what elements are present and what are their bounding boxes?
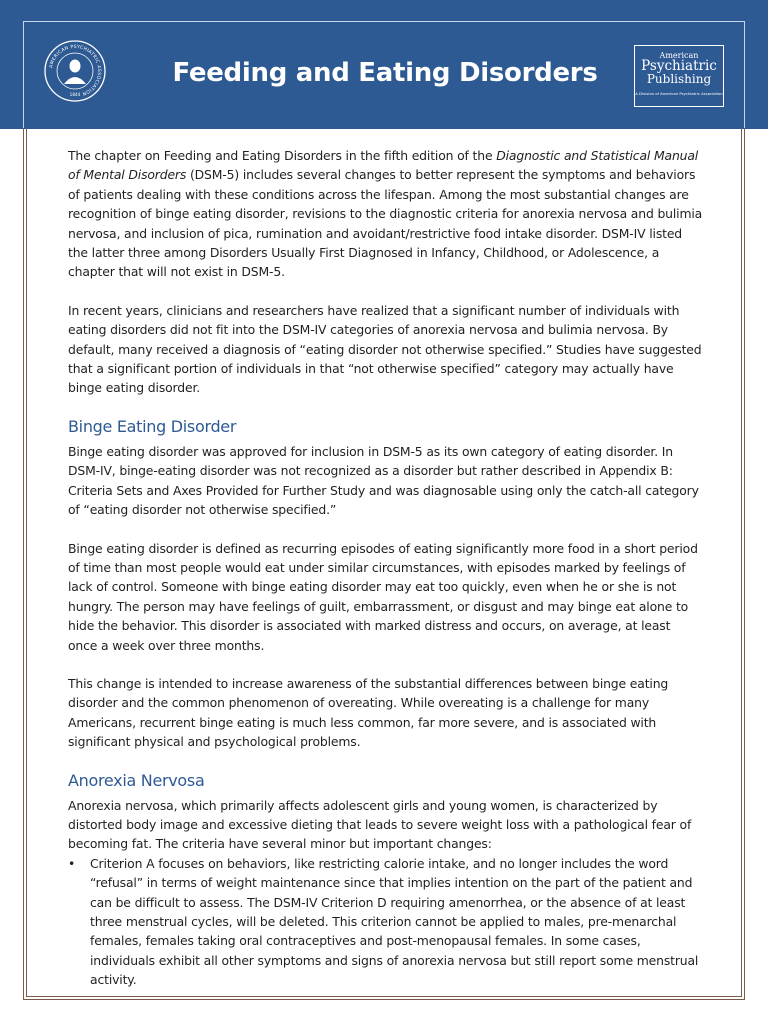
binge-eating-heading: Binge Eating Disorder — [68, 416, 237, 436]
anorexia-criteria-list — [68, 854, 703, 990]
binge-paragraph-2: Binge eating disorder is defined as recurring episodes of eating significantly more food in a short period of time than most people would eat under similar circumstances, with episodes marked by feelings of lack of control. Someone with binge eating disorder may eat too quickly, even when he or she is not hungry. The person may have feelings of guilt, embarrassment, or disgust and may binge eat alone to hide the behavior. This disorder is associated with marked distress and occurs, on average, at least once a week over three months. — [68, 540, 698, 653]
intro-paragraph-1 — [68, 146, 703, 282]
list-item — [68, 854, 703, 990]
article-content — [68, 146, 703, 990]
bullet-icon: • — [68, 855, 76, 871]
seal-year: 1844 — [69, 92, 81, 97]
binge-paragraph-1: Binge eating disorder was approved for inclusion in DSM-5 as its own category of eating disorder. In DSM-IV, binge-eating disorder was not recognized as a disorder but rather described in Appendix B: Criteria Sets and Axes Provided for Further Study and was diagnosable using only the catch-all category of “eating disorder not otherwise specified.” — [68, 443, 699, 518]
apa-seal-logo — [44, 40, 106, 102]
intro-p1-book-title: Diagnostic and Statistical Manual of Mental Disorders — [68, 148, 699, 183]
intro-paragraph-2: In recent years, clinicians and researchers have realized that a significant number of individuals with eating disorders did not fit into the DSM-IV categories of anorexia nervosa and bulimia nervosa. By default, many received a diagnosis of “eating disorder not otherwise specified.” Studies have suggested that a significant portion of individuals in that “not otherwise specified” category may actually have binge eating disorder. — [68, 302, 702, 396]
anorexia-bullet-1-text: Criterion A focuses on behaviors, like restricting calorie intake, and no longer includes the word “refusal” in terms of weight maintenance since that implies intention on the part of the patient and can be difficult to assess. The DSM-IV Criterion D requiring amenorrhea, or the absence of at least three menstrual cycles, will be deleted. This criterion cannot be applied to males, pre-menarchal females, females taking oral contraceptives and post-menopausal females. In some cases, individuals exhibit all other symptoms and signs of anorexia nervosa but still report some menstrual activity. — [90, 855, 699, 988]
page-title: Feeding and Eating Disorders — [172, 58, 598, 88]
intro-p1-text-start: The chapter on Feeding and Eating Disorders in the fifth edition of the — [68, 148, 497, 163]
logo-line-american: American — [659, 51, 699, 60]
intro-p1-text-end: (DSM-5) includes several changes to better represent the symptoms and behaviors of patients dealing with these conditions across the lifespan. Among the most substantial changes are recognition of binge eating disorder, revisions to the diagnostic criteria for anorexia nervosa and bulimia nervosa, and inclusion of pica, rumination and avoidant/restrictive food intake disorder. DSM-IV listed the latter three among Disorders Usually First Diagnosed in Infancy, Childhood, or Adolescence, a chapter that will not exist in DSM-5. — [68, 167, 703, 280]
logo-line-publishing: Publishing — [646, 72, 712, 86]
anorexia-paragraph-1: Anorexia nervosa, which primarily affects adolescent girls and young women, is characterized by distorted body image and excessive dieting that leads to severe weight loss with a pathological fear of becoming fat. The criteria have several minor but important changes: — [68, 797, 692, 852]
logo-line-psychiatric: Psychiatric — [641, 58, 717, 74]
binge-paragraph-3: This change is intended to increase awareness of the substantial differences between binge eating disorder and the common phenomenon of overeating. While overeating is a challenge for many Americans, recurrent binge eating is much less common, far more severe, and is associated with significant physical and psychological problems. — [68, 675, 669, 750]
seal-ring-text: AMERICAN PSYCHIATRIC ASSOCIATION — [49, 44, 102, 96]
anorexia-heading: Anorexia Nervosa — [68, 770, 205, 790]
logo-tagline: A Division of American Psychiatric Association — [635, 91, 723, 96]
app-publishing-logo — [634, 45, 724, 107]
